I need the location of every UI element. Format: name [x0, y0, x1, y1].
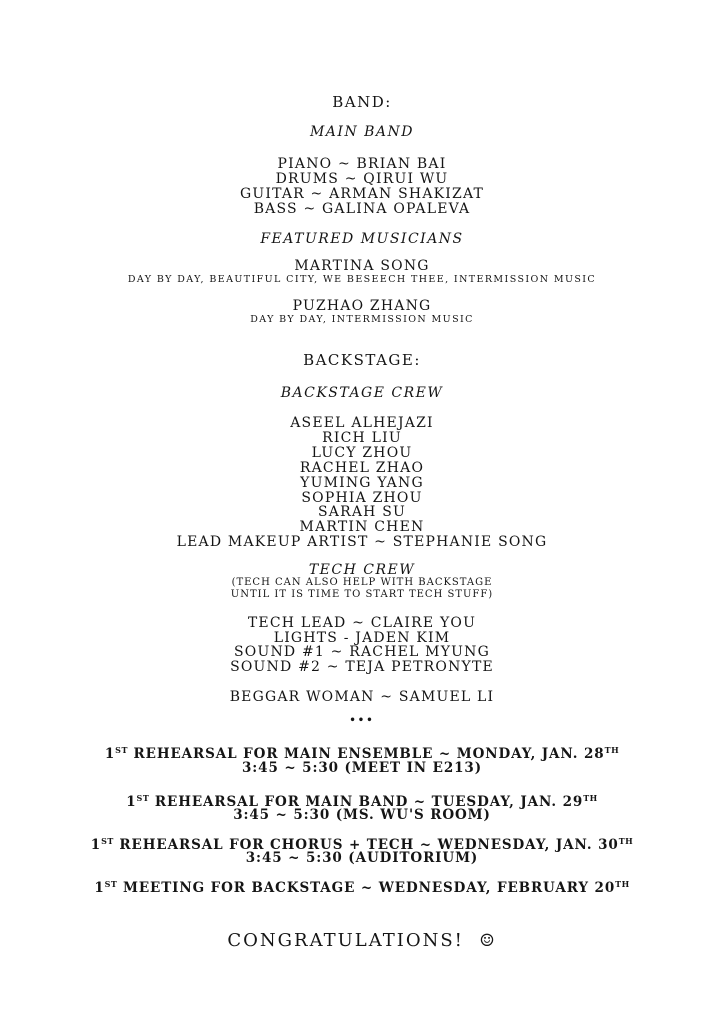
- schedule-item-detail: 3:45 ~ 5:30 (AUDITORIUM): [245, 850, 479, 866]
- beggar-woman-role: BEGGAR WOMAN ~ SAMUEL LI: [229, 689, 495, 705]
- main-band-member: GUITAR ~ ARMAN SHAKIZAT: [239, 186, 485, 202]
- backstage-crew-member: ASEEL ALHEJAZI: [290, 415, 434, 431]
- main-band-member: BASS ~ GALINA OPALEVA: [253, 201, 471, 217]
- schedule-item-title: 1ST REHEARSAL FOR CHORUS + TECH ~ WEDNESDAY, JAN. 30TH: [90, 836, 634, 853]
- backstage-crew-member: YUMING YANG: [300, 475, 424, 491]
- featured-musician-name: MARTINA SONG: [294, 258, 430, 274]
- schedule-item-title: 1ST REHEARSAL FOR MAIN ENSEMBLE ~ MONDAY, JAN. 28TH: [104, 745, 620, 762]
- tech-crew-heading: TECH CREW: [308, 562, 416, 578]
- lead-makeup-artist: LEAD MAKEUP ARTIST ~ STEPHANIE SONG: [176, 534, 548, 550]
- tech-crew-note: UNTIL IT IS TIME TO START TECH STUFF): [230, 589, 494, 600]
- tech-crew-member: LIGHTS - JADEN KIM: [273, 630, 451, 646]
- backstage-crew-member: RACHEL ZHAO: [299, 460, 425, 476]
- main-band-member: DRUMS ~ QIRUI WU: [275, 171, 449, 187]
- band-heading: BAND:: [332, 93, 392, 111]
- backstage-crew-member: SOPHIA ZHOU: [301, 490, 423, 506]
- main-band-member: PIANO ~ BRIAN BAI: [277, 156, 447, 172]
- featured-musicians-heading: FEATURED MUSICIANS: [260, 231, 464, 247]
- featured-musician-name: PUZHAO ZHANG: [292, 298, 432, 314]
- backstage-crew-member: RICH LIU: [322, 430, 402, 446]
- schedule-item-title: 1ST REHEARSAL FOR MAIN BAND ~ TUESDAY, JAN. 29TH: [126, 793, 598, 810]
- main-band-heading: MAIN BAND: [309, 124, 415, 140]
- tech-crew-member: SOUND #2 ~ TEJA PETRONYTE: [230, 659, 494, 675]
- section-divider: •••: [349, 715, 375, 726]
- backstage-crew-member: LUCY ZHOU: [311, 445, 413, 461]
- schedule-item-detail: 3:45 ~ 5:30 (MEET IN E213): [241, 760, 482, 776]
- featured-musician-pieces: DAY BY DAY, BEAUTIFUL CITY, WE BESEECH THEE, INTERMISSION MUSIC: [127, 274, 597, 285]
- schedule-item-detail: 3:45 ~ 5:30 (MS. WU'S ROOM): [233, 807, 491, 823]
- tech-crew-member: SOUND #1 ~ RACHEL MYUNG: [233, 644, 490, 660]
- congratulations-message: [0, 932, 724, 950]
- smiley-icon: ☺: [479, 931, 497, 951]
- featured-musician-pieces: DAY BY DAY, INTERMISSION MUSIC: [250, 314, 474, 325]
- schedule-item-title: 1ST MEETING FOR BACKSTAGE ~ WEDNESDAY, FEBRUARY 20TH: [94, 879, 630, 896]
- tech-crew-member: TECH LEAD ~ CLAIRE YOU: [247, 615, 477, 631]
- congratulations-text: CONGRATULATIONS!: [227, 930, 464, 951]
- tech-crew-note: (TECH CAN ALSO HELP WITH BACKSTAGE: [231, 577, 493, 588]
- backstage-heading: BACKSTAGE:: [303, 351, 421, 369]
- backstage-crew-member: SARAH SU: [317, 504, 406, 520]
- backstage-crew-member: MARTIN CHEN: [299, 519, 425, 535]
- backstage-crew-heading: BACKSTAGE CREW: [280, 385, 444, 401]
